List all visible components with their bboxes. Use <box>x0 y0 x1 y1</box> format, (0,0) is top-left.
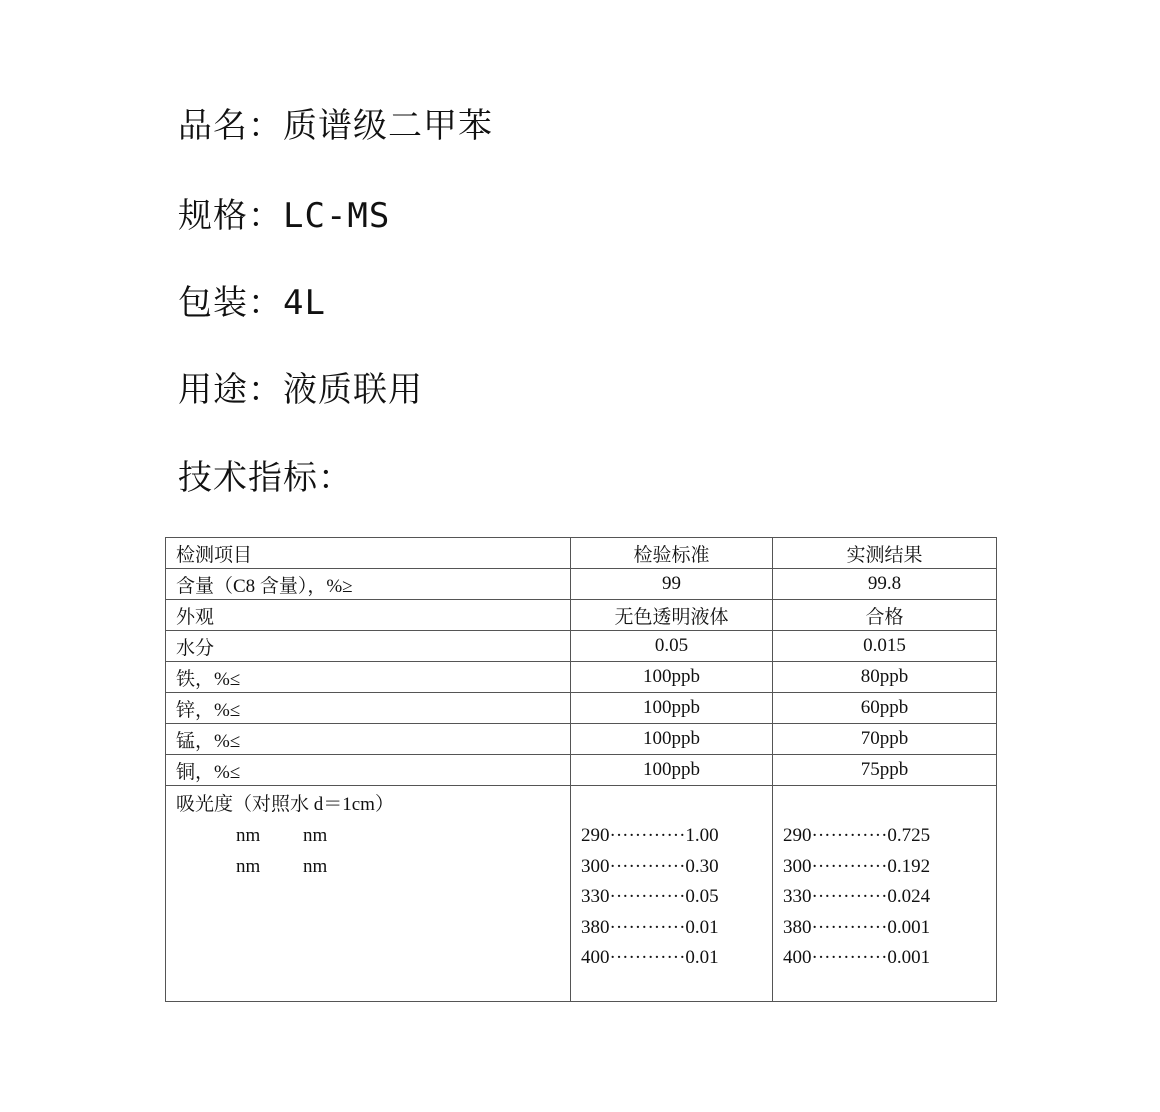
row-result: 70ppb <box>773 724 997 755</box>
absorbance-standard-item: 380············0.01 <box>581 916 719 938</box>
product-pack-line <box>178 283 326 323</box>
product-pack-value: 4L <box>283 283 326 323</box>
product-name-value: 质谱级二甲苯 <box>283 106 493 146</box>
absorbance-standard-cell <box>571 786 773 1002</box>
absorbance-standard-item: 300············0.30 <box>581 855 719 877</box>
unit-label: nm <box>236 825 261 846</box>
row-standard: 100ppb <box>571 662 773 693</box>
unit-label: nm <box>303 856 328 877</box>
table-row <box>166 600 997 631</box>
absorbance-result-item: 300············0.192 <box>783 855 931 877</box>
absorbance-standard-item: 400············0.01 <box>581 947 719 968</box>
row-result: 60ppb <box>773 693 997 724</box>
product-name-line <box>178 106 493 146</box>
row-item: 锌，%≤ <box>166 693 571 724</box>
absorbance-result-item: 330············0.024 <box>783 886 931 907</box>
product-use-label: 用途： <box>178 370 283 410</box>
row-item: 水分 <box>166 631 571 662</box>
row-item: 锰，%≤ <box>166 724 571 755</box>
table-row <box>166 693 997 724</box>
table-row <box>166 631 997 662</box>
spec-table <box>165 537 997 1002</box>
unit-label: nm <box>236 856 261 877</box>
absorbance-result-cell <box>773 786 997 1002</box>
row-item: 含量（C8 含量），%≥ <box>166 569 571 600</box>
row-standard: 100ppb <box>571 724 773 755</box>
absorbance-result-list <box>783 790 986 974</box>
row-result: 99.8 <box>773 569 997 600</box>
table-header-row <box>166 538 997 569</box>
row-standard: 0.05 <box>571 631 773 662</box>
header-standard: 检验标准 <box>571 538 773 569</box>
absorbance-result-item: 400············0.001 <box>783 947 931 968</box>
row-item: 铁，%≤ <box>166 662 571 693</box>
row-standard: 99 <box>571 569 773 600</box>
product-spec-label: 规格： <box>178 196 283 236</box>
unit-line <box>176 820 560 851</box>
product-use-value: 液质联用 <box>283 370 423 410</box>
product-spec-line <box>178 196 390 236</box>
row-item: 铜，%≤ <box>166 755 571 786</box>
product-name-label: 品名： <box>178 106 283 146</box>
absorbance-standard-item: 290············1.00 <box>581 825 719 846</box>
product-spec-value: LC-MS <box>283 196 391 236</box>
header-result: 实测结果 <box>773 538 997 569</box>
absorbance-row <box>166 786 997 1002</box>
absorbance-item-cell <box>166 786 571 1002</box>
table-row <box>166 755 997 786</box>
table-row <box>166 569 997 600</box>
row-item: 外观 <box>166 600 571 631</box>
row-result: 80ppb <box>773 662 997 693</box>
product-use-line <box>178 370 423 410</box>
absorbance-result-item: 380············0.001 <box>783 916 931 938</box>
row-standard: 100ppb <box>571 755 773 786</box>
absorbance-standard-item: 330············0.05 <box>581 886 719 907</box>
row-result: 75ppb <box>773 755 997 786</box>
tech-spec-heading <box>178 458 353 498</box>
absorbance-title: 吸光度（对照水 d＝1cm） <box>176 794 394 815</box>
tech-spec-label: 技术指标： <box>178 458 353 498</box>
table-row <box>166 662 997 693</box>
product-pack-label: 包装： <box>178 283 283 323</box>
row-result: 合格 <box>773 600 997 631</box>
table-row <box>166 724 997 755</box>
row-standard: 100ppb <box>571 693 773 724</box>
unit-label: nm <box>303 825 328 846</box>
absorbance-result-item: 290············0.725 <box>783 825 931 846</box>
unit-line <box>176 851 560 882</box>
header-item: 检测项目 <box>166 538 571 569</box>
row-result: 0.015 <box>773 631 997 662</box>
absorbance-standard-list <box>581 790 762 974</box>
row-standard: 无色透明液体 <box>571 600 773 631</box>
